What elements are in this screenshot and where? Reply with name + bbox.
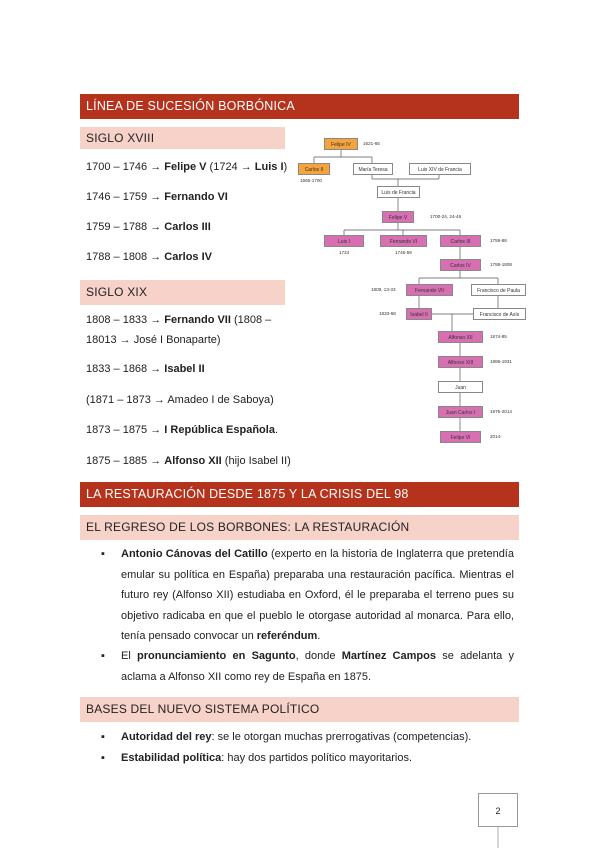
page-number: 2	[478, 793, 518, 827]
bullet-3-marker: ▪	[101, 731, 105, 743]
bullet-1-text: Antonio Cánovas del Catillo (experto en la historia de Inglaterra que pretendía emular su política en España) preparaba una restauración pacífica. Mientras el futuro rey (Alfonso XII) estudiaba en Oxford, él le preparaba el terreno pues su objetivo radicaba en que el pueblo le otorgase autoridad al monarca. Para ello, tenía pensado convocar un referéndum.	[121, 548, 514, 642]
tree-carlos-iii: Carlos III	[440, 235, 481, 247]
tree-luis-xiv: Luis XIV de Francia	[409, 163, 471, 175]
tree-fernando-vii: Fernando VII	[406, 284, 453, 296]
tree-luis-i: Luis I	[324, 235, 364, 247]
siglo-xviii-heading: SIGLO XVIII	[80, 127, 285, 149]
tree-alfonso-xiii-years: 1886-1931	[490, 359, 512, 364]
xviii-line-4: 1788 – 1808 → Carlos IV	[86, 251, 212, 263]
tree-felipe-iv-years: 1621-65	[363, 141, 380, 146]
xix-line-2: 1833 – 1868 → Isabel II	[86, 363, 205, 375]
tree-fernando-vi: Fernando VI	[380, 235, 427, 247]
tree-carlos-iii-years: 1759-88	[490, 238, 507, 243]
xix-line-4: 1873 – 1875 → I República Española.	[86, 424, 278, 436]
tree-fernando-vi-years: 1746-59	[395, 250, 412, 255]
tree-alfonso-xii: Alfonso XII	[438, 331, 483, 343]
tree-juan-carlos-i-years: 1975-2014	[490, 409, 512, 414]
tree-fernando-vii-years: 1808, 13-33	[371, 287, 396, 292]
tree-felipe-vi-years: 2014-	[490, 434, 502, 439]
subheading-regreso-borbones: EL REGRESO DE LOS BORBONES: LA RESTAURACIÓN	[80, 515, 519, 540]
xix-line-1b: 18013 → José I Bonaparte)	[86, 334, 221, 346]
tree-maria-teresa: María Teresa	[353, 163, 393, 175]
tree-felipe-iv: Felipe IV	[324, 138, 358, 150]
bullet-4-marker: ▪	[101, 752, 105, 764]
tree-carlos-iv-years: 1788-1808	[490, 262, 512, 267]
tree-luis-i-years: 1724	[339, 250, 350, 255]
tree-luis-de-francia: Luis de Francia	[377, 186, 420, 198]
xix-line-3: (1871 – 1873 → Amadeo I de Saboya)	[86, 394, 274, 406]
tree-felipe-vi: Felipe VI	[440, 431, 481, 443]
tree-carlos-iv: Carlos IV	[440, 259, 481, 271]
tree-alfonso-xii-years: 1874-85	[490, 334, 507, 339]
section-title-linea-sucesion: LÍNEA DE SUCESIÓN BORBÓNICA	[80, 94, 519, 119]
xix-line-1: 1808 – 1833 → Fernando VII (1808 –	[86, 314, 272, 326]
bullet-2-text: El pronunciamiento en Sagunto, donde Martínez Campos se adelanta y aclama a Alfonso XII como rey de España en 1875.	[121, 650, 515, 683]
tree-carlos-ii: Carlos II	[298, 163, 330, 175]
tree-felipe-v: Felipe V	[382, 211, 414, 223]
tree-juan: Juan	[438, 381, 483, 393]
tree-francisco-de-paula: Francisco de Paula	[471, 284, 526, 296]
tree-juan-carlos-i: Juan Carlos I	[438, 406, 483, 418]
xviii-line-2: 1746 – 1759 → Fernando VI	[86, 191, 228, 203]
tree-felipe-v-years: 1700-24, 24-46	[430, 214, 462, 219]
tree-alfonso-xiii: Alfonso XIII	[438, 356, 483, 368]
tree-francisco-de-asis: Francisco de Asís	[473, 308, 526, 320]
xviii-line-1: 1700 – 1746 → Felipe V (1724 → Luis I)	[86, 161, 288, 173]
bullet-2-marker: ▪	[101, 650, 105, 662]
xix-line-5: 1875 – 1885 → Alfonso XII (hijo Isabel II)	[86, 455, 291, 467]
subheading-bases-sistema: BASES DEL NUEVO SISTEMA POLÍTICO	[80, 697, 519, 722]
siglo-xix-heading: SIGLO XIX	[80, 280, 285, 305]
xviii-line-3: 1759 – 1788 → Carlos III	[86, 221, 211, 233]
section-title-restauracion: LA RESTAURACIÓN DESDE 1875 Y LA CRISIS DEL 98	[80, 482, 519, 507]
tree-carlos-ii-years: 1665-1700	[300, 178, 322, 183]
tree-isabel-ii-years: 1833-68	[379, 311, 396, 316]
bullet-3-text: Autoridad del rey: se le otorgan muchas prerrogativas (competencias).	[121, 731, 472, 743]
bullet-1-marker: ▪	[101, 548, 105, 560]
bullet-4-text: Estabilidad política: hay dos partidos político mayoritarios.	[121, 752, 413, 764]
tree-isabel-ii: Isabel II	[406, 308, 432, 320]
